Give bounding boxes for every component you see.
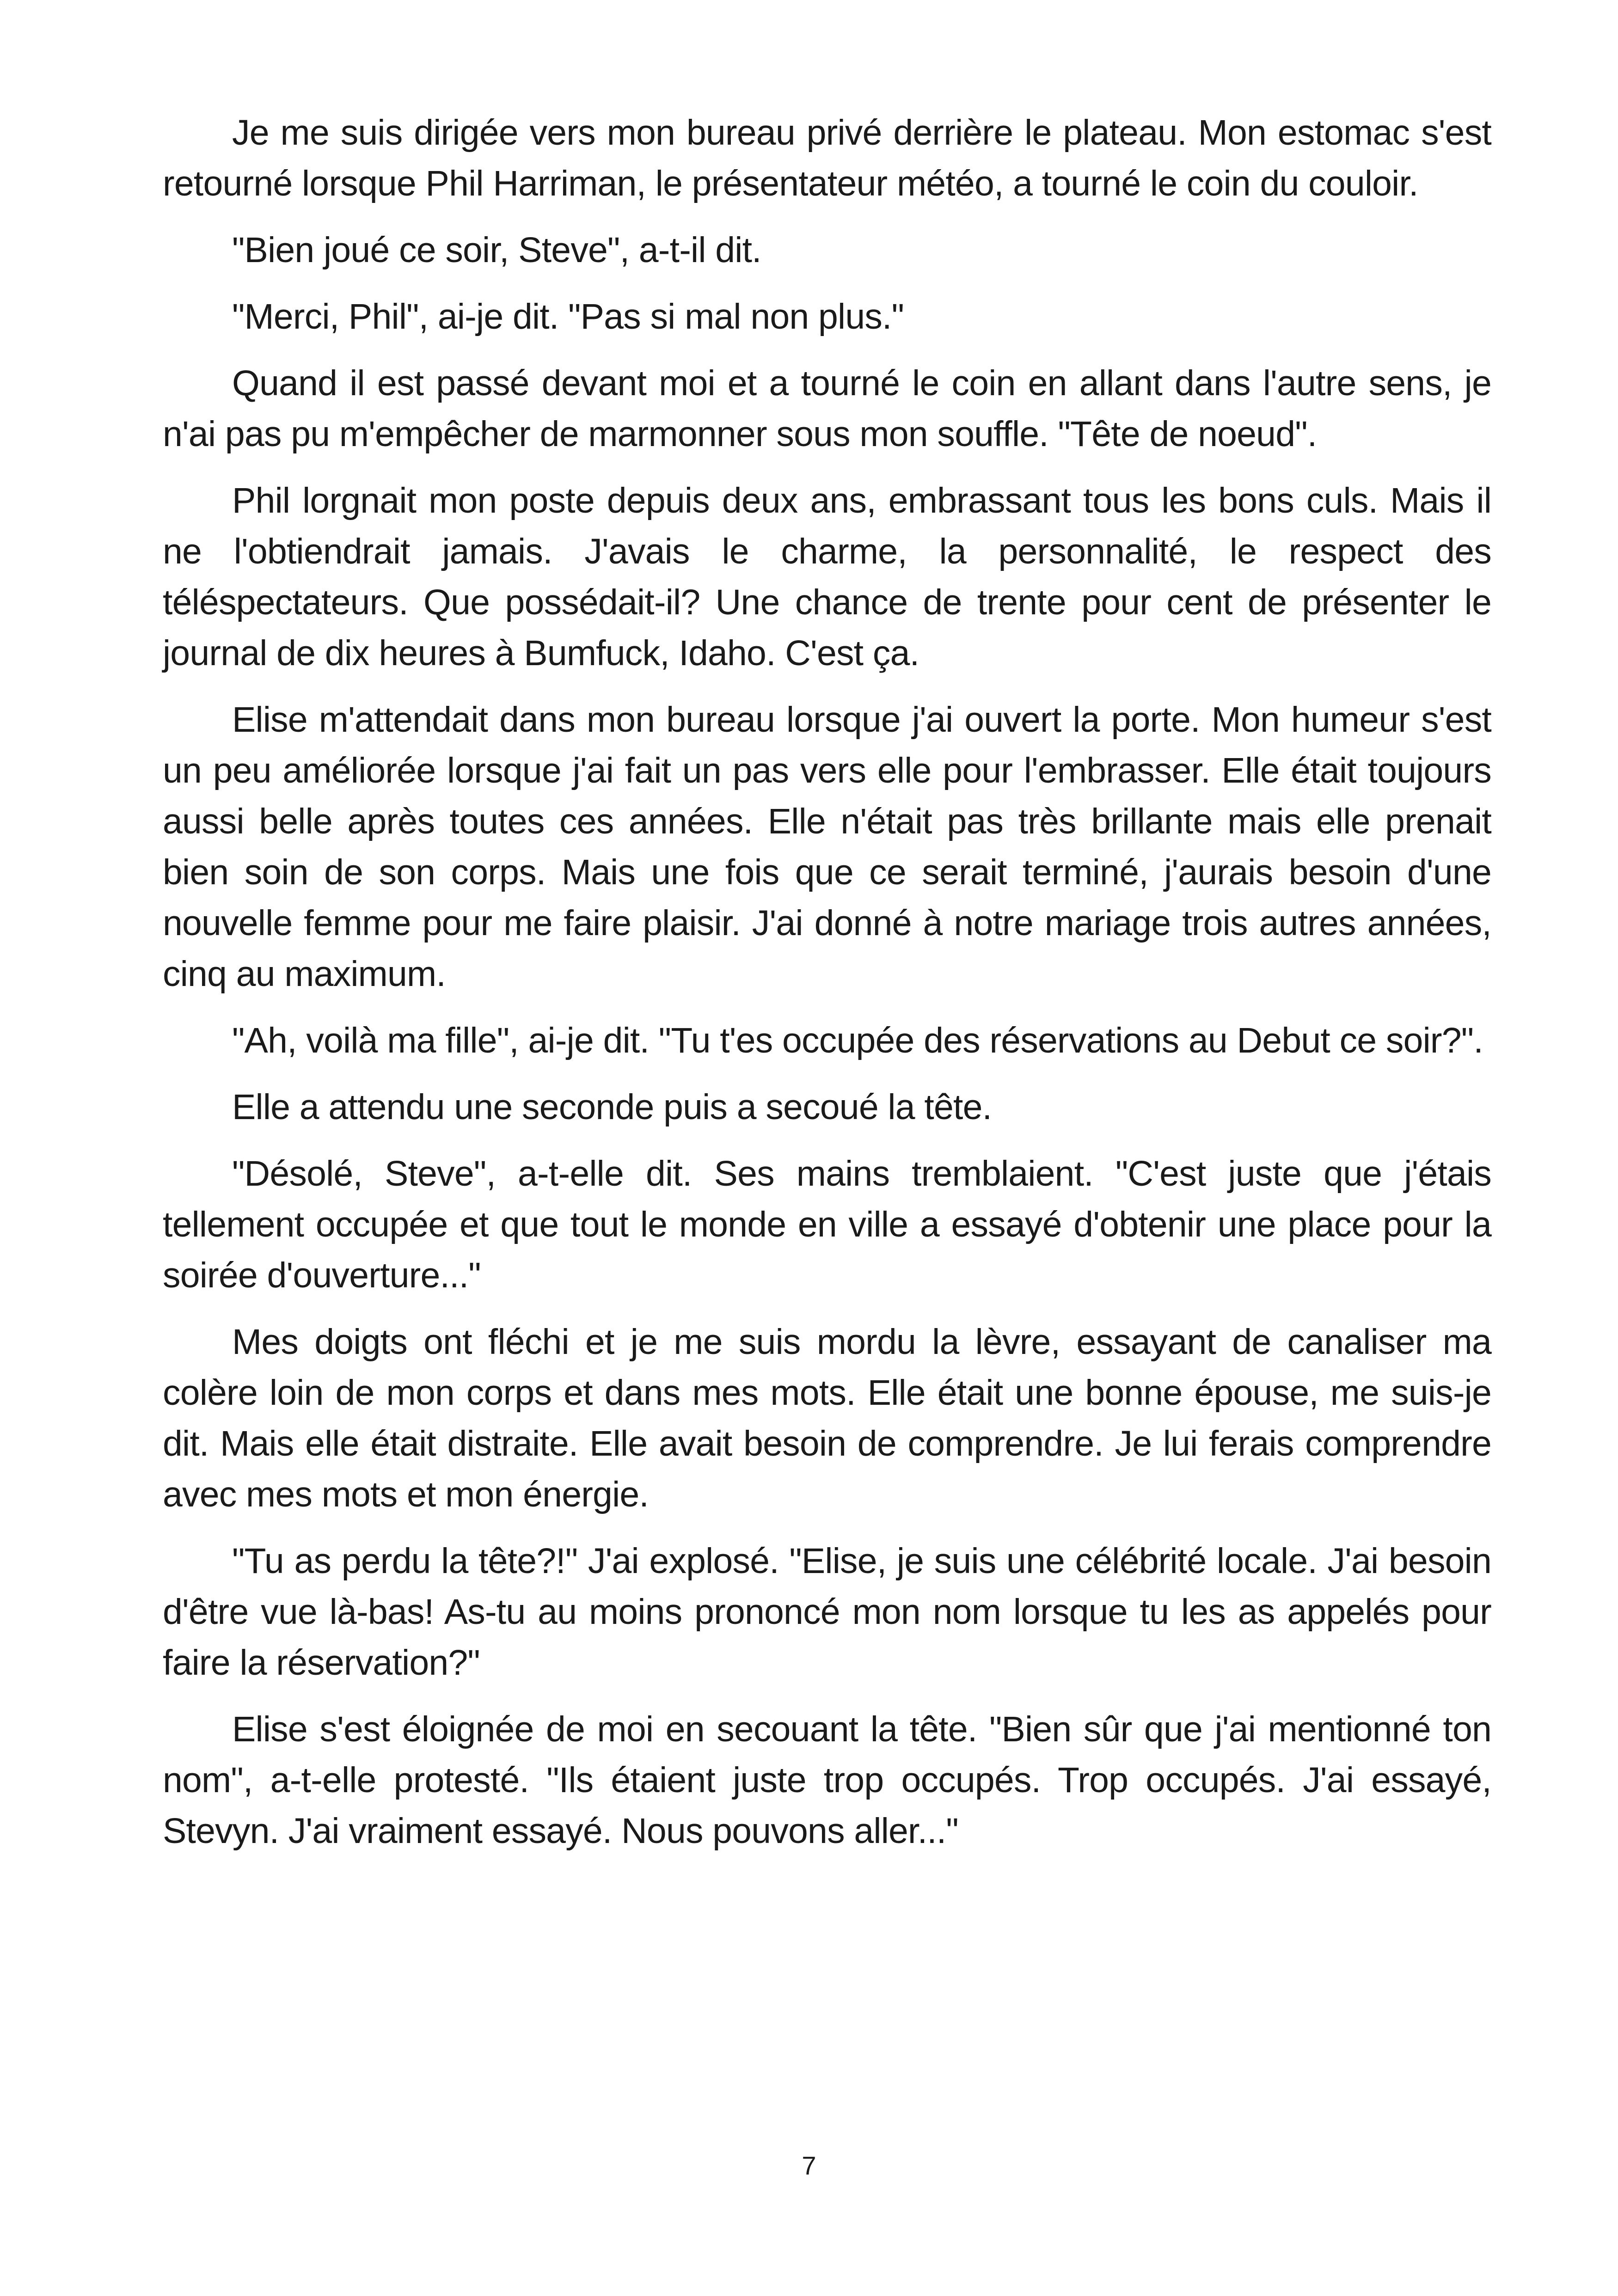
body-text bbox=[163, 107, 1491, 1872]
paragraph: "Bien joué ce soir, Steve", a-t-il dit. bbox=[232, 230, 761, 270]
paragraph: "Tu as perdu la tête?!" J'ai explosé. "Elise, je suis une célébrité locale. J'ai besoin d'être vue là-bas! As-tu au moins prononcé mon nom lorsque tu les as appelés pour faire la réservation?" bbox=[163, 1541, 1491, 1683]
paragraph: "Merci, Phil", ai-je dit. "Pas si mal non plus." bbox=[232, 297, 904, 337]
paragraph: Elise m'attendait dans mon bureau lorsque j'ai ouvert la porte. Mon humeur s'est un peu améliorée lorsque j'ai fait un pas vers elle pour l'embrasser. Elle était toujours aussi belle après toutes ces années. Elle n'était pas très brillante mais elle prenait bien soin de son corps. Mais une fois que ce serait terminé, j'aurais besoin d'une nouvelle femme pour me faire plaisir. J'ai donné à notre mariage trois autres années, cinq au maximum. bbox=[163, 700, 1491, 994]
paragraph: Elise s'est éloignée de moi en secouant la tête. "Bien sûr que j'ai mentionné ton nom", a-t-elle protesté. "Ils étaient juste trop occupés. Trop occupés. J'ai essayé, Stevyn. J'ai vraiment essayé. Nous pouvons aller..." bbox=[163, 1709, 1491, 1851]
paragraph: "Désolé, Steve", a-t-elle dit. Ses mains tremblaient. "C'est juste que j'étais tellement occupée et que tout le monde en ville a essayé d'obtenir une place pour la soirée d'ouverture..." bbox=[163, 1154, 1491, 1295]
paragraph: Elle a attendu une seconde puis a secoué la tête. bbox=[232, 1087, 992, 1127]
paragraph: "Ah, voilà ma fille", ai-je dit. "Tu t'es occupée des réservations au Debut ce soir?". bbox=[232, 1021, 1483, 1060]
page-number: 7 bbox=[802, 2151, 816, 2180]
paragraph: Mes doigts ont fléchi et je me suis mordu la lèvre, essayant de canaliser ma colère loin de mon corps et dans mes mots. Elle était une bonne épouse, me suis-je dit. Mais elle était distraite. Elle avait besoin de comprendre. Je lui ferais comprendre avec mes mots et mon énergie. bbox=[163, 1322, 1491, 1514]
paragraph: Quand il est passé devant moi et a tourné le coin en allant dans l'autre sens, je n'ai pas pu m'empêcher de marmonner sous mon souffle. "Tête de noeud". bbox=[163, 363, 1491, 454]
paragraph: Phil lorgnait mon poste depuis deux ans, embrassant tous les bons culs. Mais il ne l'obtiendrait jamais. J'avais le charme, la personnalité, le respect des téléspectateurs. Que possédait-il? Une chance de trente pour cent de présenter le journal de dix heures à Bumfuck, Idaho. C'est ça. bbox=[163, 481, 1491, 673]
paragraph: Je me suis dirigée vers mon bureau privé derrière le plateau. Mon estomac s'est retourné lorsque Phil Harriman, le présentateur météo, a tourné le coin du couloir. bbox=[163, 113, 1491, 203]
